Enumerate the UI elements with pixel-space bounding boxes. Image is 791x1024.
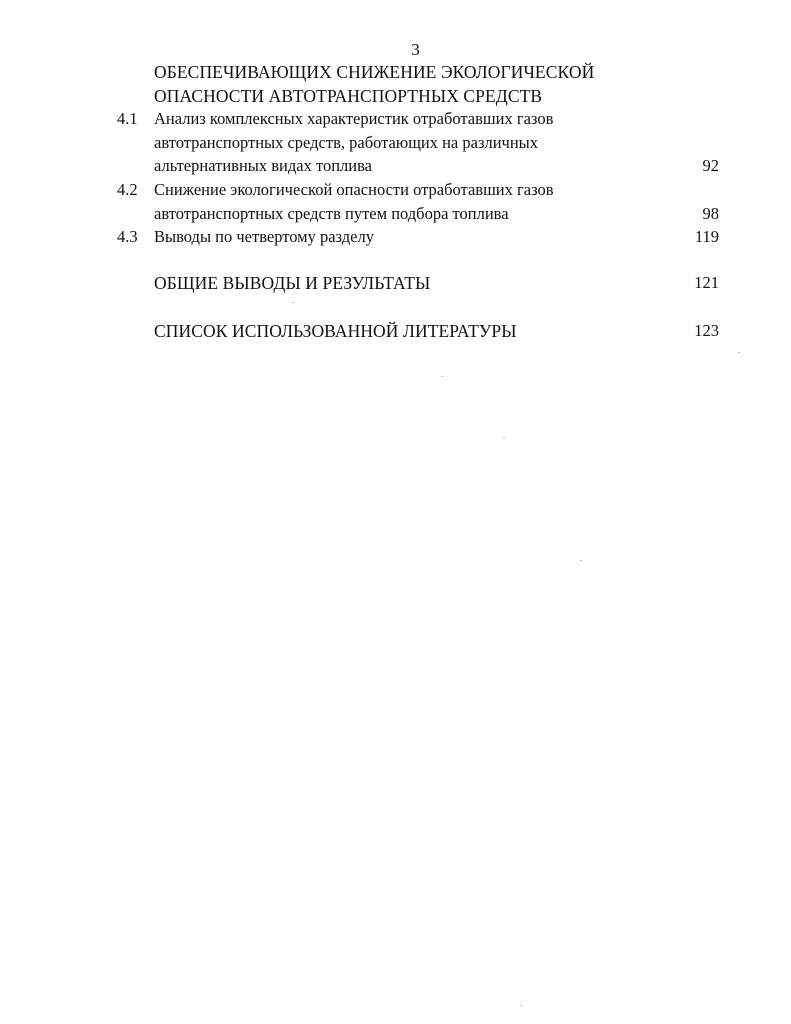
toc-entry-number: 4.2 bbox=[117, 180, 138, 199]
toc-final-section-page-number: 123 bbox=[694, 321, 719, 340]
toc-entry-number: 4.1 bbox=[117, 109, 138, 128]
scan-speck bbox=[503, 437, 505, 438]
toc-entry-text-line: альтернативных видах топлива bbox=[154, 156, 372, 175]
section-heading-line-1: ОБЕСПЕЧИВАЮЩИХ СНИЖЕНИЕ ЭКОЛОГИЧЕСКОЙ bbox=[154, 62, 595, 82]
toc-entry-text-line: Снижение экологической опасности отработавших газов bbox=[154, 180, 554, 199]
section-heading-line-2: ОПАСНОСТИ АВТОТРАНСПОРТНЫХ СРЕДСТВ bbox=[154, 86, 543, 106]
toc-entry-text-line: Выводы по четвертому разделу bbox=[154, 227, 374, 246]
toc-entry-page-number: 119 bbox=[694, 227, 719, 246]
scan-speck bbox=[292, 302, 294, 303]
toc-entry-text-line: Анализ комплексных характеристик отработавших газов bbox=[154, 109, 554, 128]
toc-entry-text-line: автотранспортных средств, работающих на различных bbox=[154, 133, 539, 152]
toc-final-section-title: ОБЩИЕ ВЫВОДЫ И РЕЗУЛЬТАТЫ bbox=[154, 273, 431, 293]
toc-entry-page-number: 92 bbox=[702, 156, 719, 175]
scan-speck bbox=[738, 352, 740, 353]
scan-speck bbox=[520, 1005, 522, 1006]
toc-entry-number: 4.3 bbox=[117, 227, 138, 246]
scan-speck bbox=[580, 560, 582, 561]
toc-entry-text-line: автотранспортных средств путем подбора топлива bbox=[154, 204, 509, 223]
toc-final-section-title: СПИСОК ИСПОЛЬЗОВАННОЙ ЛИТЕРАТУРЫ bbox=[154, 321, 517, 341]
toc-entry-page-number: 98 bbox=[702, 204, 719, 223]
toc-final-section-page-number: 121 bbox=[694, 273, 719, 292]
scan-speck bbox=[441, 376, 443, 377]
page-number: 3 bbox=[411, 40, 420, 59]
